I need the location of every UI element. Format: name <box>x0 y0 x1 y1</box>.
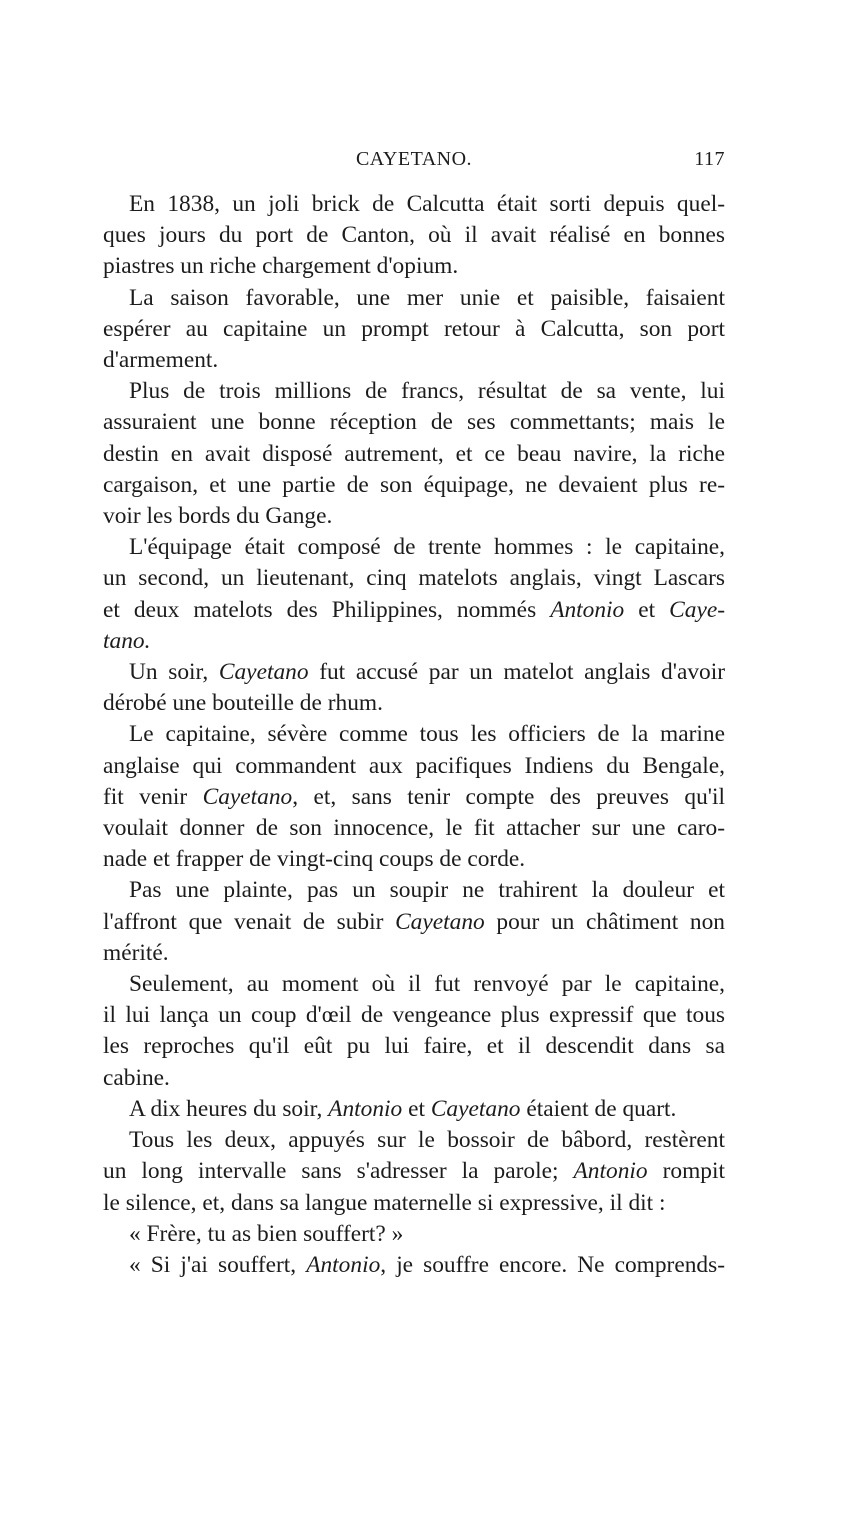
text-line <box>103 626 725 657</box>
page-number: 117 <box>694 148 725 170</box>
text-line: « Si j'ai souffert, Antonio, je souffre encore. Ne comprends- <box>129 1251 725 1278</box>
text-line: un long intervalle sans s'adresser la parole; Antonio rompit <box>103 1158 725 1185</box>
italic-name: Antonio <box>573 1158 648 1185</box>
text-line: et deux matelots des Philippines, nommés Antonio et Caye- <box>103 596 726 623</box>
running-title: CAYETANO. <box>355 148 473 170</box>
text-line: anglaise qui commandent aux pacifiques Indiens du Bengale, <box>103 752 725 779</box>
text-line: mérité. <box>103 939 169 966</box>
italic-name: Antonio <box>306 1251 381 1278</box>
text-line: cargaison, et une partie de son équipage, ne devaient plus re- <box>103 471 725 498</box>
text-line: dérobé une bouteille de rhum. <box>103 690 383 717</box>
text-line: Le capitaine, sévère comme tous les officiers de la marine <box>129 721 725 748</box>
text-line: piastres un riche chargement d'opium. <box>103 253 459 280</box>
italic-name: tano. <box>103 627 151 654</box>
text-line: A dix heures du soir, Antonio et Cayetano étaient de quart. <box>129 1095 677 1122</box>
text-line: destin en avait disposé autrement, et ce beau navire, la riche <box>103 440 725 467</box>
italic-name: Cayetano <box>202 783 293 810</box>
text-line: les reproches qu'il eût pu lui faire, et il descendit dans sa <box>103 1033 725 1060</box>
text-line: Pas une plainte, pas un soupir ne trahirent la douleur et <box>129 877 725 904</box>
italic-name: Cayetano <box>430 1095 521 1122</box>
text-line: La saison favorable, une mer unie et paisible, faisaient <box>129 284 725 311</box>
text-line: En 1838, un joli brick de Calcutta était sorti depuis quel- <box>129 191 725 217</box>
text-line: voulait donner de son innocence, le fit attacher sur une caro- <box>103 815 725 842</box>
running-head <box>103 148 725 178</box>
italic-name: Cayetano <box>395 908 485 935</box>
text-line: cabine. <box>103 1064 170 1091</box>
text-line: voir les bords du Gange. <box>103 503 333 530</box>
text-line: Tous les deux, appuyés sur le bossoir de bâbord, restèrent <box>129 1127 725 1154</box>
text-line: Seulement, au moment où il fut renvoyé par le capitaine, <box>129 971 725 998</box>
text-line: un second, un lieutenant, cinq matelots anglais, vingt Lascars <box>103 565 725 592</box>
text-line: Un soir, Cayetano fut accusé par un matelot anglais d'avoir <box>129 659 726 686</box>
text-line: d'armement. <box>103 347 219 374</box>
text-line: le silence, et, dans sa langue maternelle si expressive, il dit : <box>103 1189 666 1216</box>
text-line: fit venir Cayetano, et, sans tenir compte des preuves qu'il <box>103 783 725 810</box>
italic-name: Caye- <box>669 596 726 623</box>
italic-name: Antonio <box>328 1095 403 1122</box>
text-line: espérer au capitaine un prompt retour à Calcutta, son port <box>103 315 725 342</box>
body-text <box>103 189 725 1281</box>
text-line: l'affront que venait de subir Cayetano pour un châtiment non <box>103 908 726 935</box>
text-line: L'équipage était composé de trente hommes : le capitaine, <box>129 534 725 561</box>
italic-name: Cayetano <box>218 659 309 686</box>
text-line: Plus de trois millions de francs, résultat de sa vente, lui <box>129 378 725 405</box>
text-line: il lui lança un coup d'œil de vengeance plus expressif que tous <box>103 1002 725 1029</box>
text-line: nade et frapper de vingt-cinq coups de corde. <box>103 846 526 873</box>
text-line: ques jours du port de Canton, où il avait réalisé en bonnes <box>103 222 725 249</box>
italic-name: Antonio <box>550 596 625 623</box>
text-line: assuraient une bonne réception de ses commettants; mais le <box>103 409 725 436</box>
text-line: « Frère, tu as bien souffert? » <box>129 1220 404 1247</box>
